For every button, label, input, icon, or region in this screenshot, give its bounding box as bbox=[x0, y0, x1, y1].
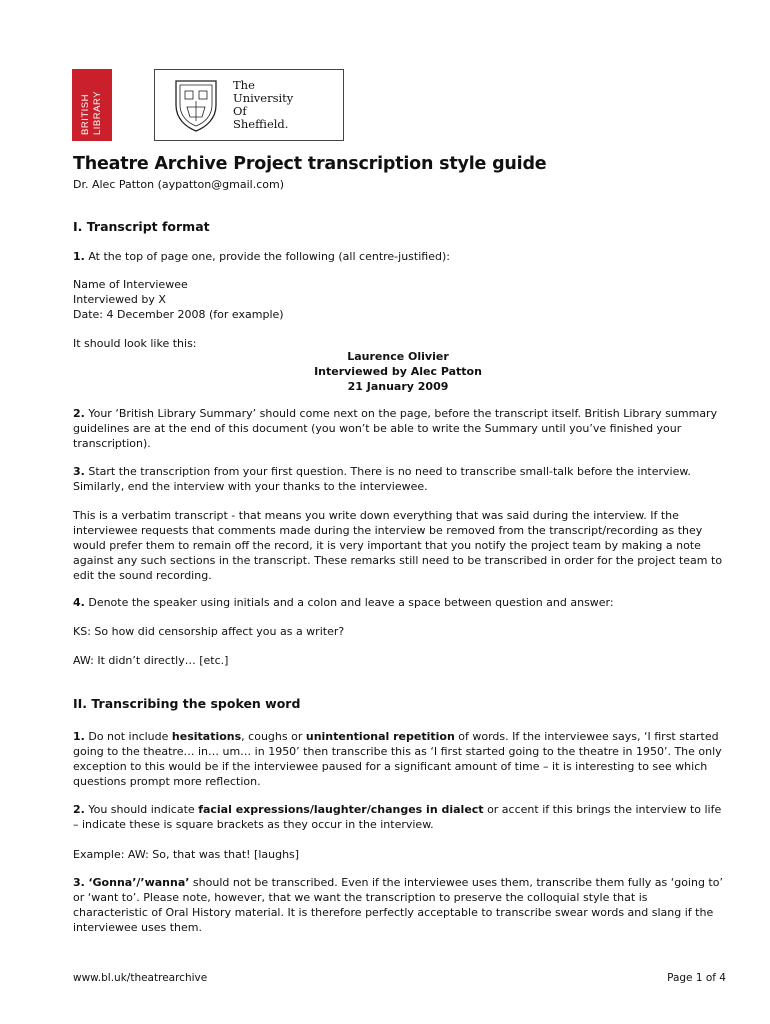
author: Dr. Alec Patton (aypatton@gmail.com) bbox=[73, 178, 284, 191]
s1-fields: Name of Interviewee Interviewed by X Date: 4 December 2008 (for example) bbox=[73, 278, 284, 321]
s2-paragraph-3: 3. ‘Gonna’/’wanna’ should not be transcribed. Even if the interviewee uses them, transcribe them fully as ‘going to’ or ‘want to’. Please note, however, that we want the transcription to preserve the colloquial style that is characteristic of Oral History material. It is therefore perfectly acceptable to transcribe swear words and slang if the interviewee uses them. bbox=[73, 876, 723, 934]
s2-paragraph-2: 2. You should indicate facial expressions/laughter/changes in dialect or accent if this brings the interview to life – indicate these is square brackets as they occur in the interview. bbox=[73, 803, 722, 831]
british-library-logo-text: BRITISH LIBRARY bbox=[80, 91, 103, 135]
university-of-sheffield-logo bbox=[154, 69, 344, 141]
s1-example-intro: It should look like this: bbox=[73, 337, 197, 350]
s1-paragraph-1: 1. At the top of page one, provide the following (all centre-justified): bbox=[73, 250, 450, 263]
s1-paragraph-2: 2. Your ‘British Library Summary’ should come next on the page, before the transcript itself. British Library summary guidelines are at the end of this document (you won’t be able to write the Summary until you’ve finished your transcription). bbox=[73, 407, 718, 450]
s1-paragraph-3b: This is a verbatim transcript - that means you write down everything that was said during the interview. If the interviewee requests that comments made during the interview be removed from the transcript/recording as they would prefer them to remain off the record, it is very important that you notify the project team by making a note against any such sections in the transcript. These remarks still need to be transcribed in order for the project team to edit the sound recording. bbox=[73, 509, 723, 582]
s1-example-answer: AW: It didn’t directly… [etc.] bbox=[73, 654, 229, 667]
s1-paragraph-3: 3. Start the transcription from your first question. There is no need to transcribe small-talk before the interview. Similarly, end the interview with your thanks to the interviewee. bbox=[73, 465, 691, 493]
british-library-logo bbox=[72, 69, 112, 141]
title-block bbox=[73, 153, 723, 175]
s2-paragraph-1: 1. Do not include hesitations, coughs or unintentional repetition of words. If the interviewee says, ‘I first started going to the theatre… in… um… in 1950’ then transcribe this as ‘I first started going to the theatre in 1950’. The only exception to this would be if the interviewee paused for a significant amount of time – it is interesting to see which questions prompt more reflection. bbox=[73, 730, 722, 788]
university-name: The University Of Sheffield. bbox=[233, 78, 294, 131]
page-title: Theatre Archive Project transcription style guide bbox=[73, 154, 547, 174]
section-1-heading: I. Transcript format bbox=[73, 219, 210, 234]
s2-example: Example: AW: So, that was that! [laughs] bbox=[73, 848, 300, 861]
s1-example-question: KS: So how did censorship affect you as a writer? bbox=[73, 625, 345, 638]
footer-url: www.bl.uk/theatrearchive bbox=[73, 972, 208, 984]
section-2-heading: II. Transcribing the spoken word bbox=[73, 696, 301, 711]
s1-paragraph-4: 4. Denote the speaker using initials and a colon and leave a space between question and answer: bbox=[73, 596, 614, 609]
crest-icon bbox=[171, 77, 221, 133]
s1-example: Laurence Olivier Interviewed by Alec Patton 21 January 2009 bbox=[314, 350, 482, 393]
footer-page-number: Page 1 of 4 bbox=[667, 972, 726, 984]
